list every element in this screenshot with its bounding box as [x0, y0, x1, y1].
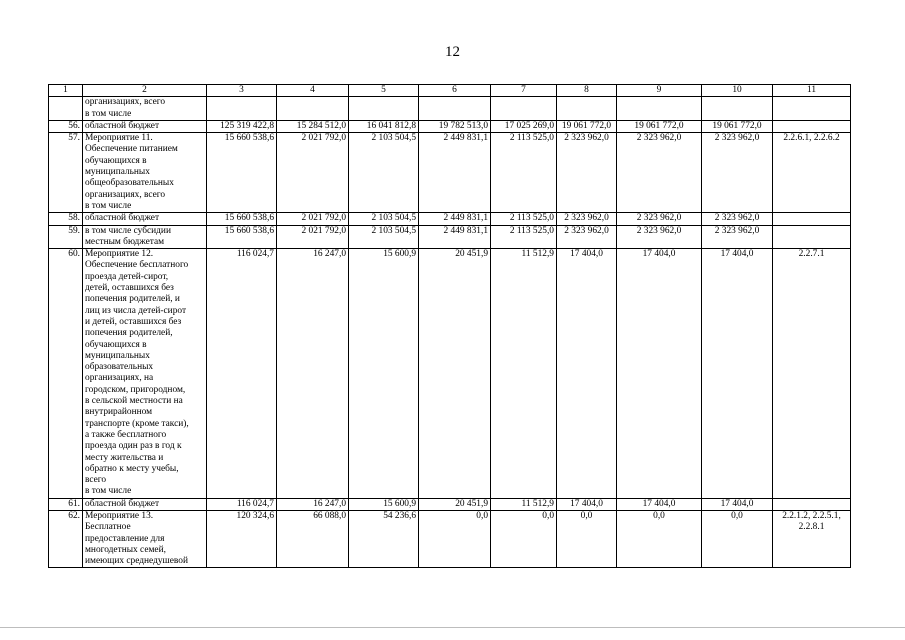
value-cell: 2 323 962,0: [702, 213, 773, 225]
value-cell: 17 404,0: [557, 249, 617, 499]
value-cell: 2 323 962,0: [557, 133, 617, 213]
column-header: 5: [349, 85, 419, 97]
column-header: 10: [702, 85, 773, 97]
value-cell: 16 247,0: [277, 249, 349, 499]
reference-cell: [773, 213, 851, 225]
column-header: 9: [617, 85, 702, 97]
table-row: [49, 213, 851, 225]
value-cell: 17 404,0: [617, 498, 702, 510]
row-label-cell: в том числе субсидии местным бюджетам: [83, 225, 207, 249]
row-label-cell: областной бюджет: [83, 213, 207, 225]
column-header: 7: [491, 85, 557, 97]
table-row: [49, 97, 851, 121]
value-cell: 20 451,9: [419, 249, 491, 499]
value-cell: 0,0: [702, 510, 773, 567]
value-cell: 2 449 831,1: [419, 133, 491, 213]
value-cell: 2 323 962,0: [702, 225, 773, 249]
value-cell: 2 103 504,5: [349, 225, 419, 249]
value-cell: 17 025 269,0: [491, 120, 557, 132]
table-row: [49, 498, 851, 510]
row-label-cell: организациях, всего в том числе: [83, 97, 207, 121]
value-cell: 2 323 962,0: [557, 225, 617, 249]
column-header: 11: [773, 85, 851, 97]
value-cell: 19 782 513,0: [419, 120, 491, 132]
table-row: [49, 225, 851, 249]
column-header: 4: [277, 85, 349, 97]
budget-table: [48, 84, 851, 568]
value-cell: 11 512,9: [491, 249, 557, 499]
value-cell: 0,0: [617, 510, 702, 567]
reference-cell: 2.2.1.2, 2.2.5.1, 2.2.8.1: [773, 510, 851, 567]
value-cell: 16 247,0: [277, 498, 349, 510]
value-cell: [557, 97, 617, 121]
value-cell: 2 021 792,0: [277, 213, 349, 225]
row-number-cell: 58.: [49, 213, 83, 225]
reference-cell: 2.2.7.1: [773, 249, 851, 499]
table-row: [49, 510, 851, 567]
value-cell: 2 103 504,5: [349, 133, 419, 213]
value-cell: 116 024,7: [207, 498, 277, 510]
value-cell: 2 449 831,1: [419, 213, 491, 225]
value-cell: 116 024,7: [207, 249, 277, 499]
table-header-row: [49, 85, 851, 97]
value-cell: 19 061 772,0: [702, 120, 773, 132]
row-number-cell: 56.: [49, 120, 83, 132]
value-cell: [207, 97, 277, 121]
value-cell: 15 600,9: [349, 498, 419, 510]
column-header: 2: [83, 85, 207, 97]
reference-cell: [773, 498, 851, 510]
reference-cell: 2.2.6.1, 2.2.6.2: [773, 133, 851, 213]
column-header: 6: [419, 85, 491, 97]
value-cell: 11 512,9: [491, 498, 557, 510]
value-cell: 2 323 962,0: [557, 213, 617, 225]
value-cell: 15 600,9: [349, 249, 419, 499]
table-row: [49, 249, 851, 499]
value-cell: 2 113 525,0: [491, 225, 557, 249]
value-cell: 2 323 962,0: [617, 225, 702, 249]
value-cell: [491, 97, 557, 121]
value-cell: [617, 97, 702, 121]
column-header: 3: [207, 85, 277, 97]
value-cell: 15 660 538,6: [207, 225, 277, 249]
value-cell: 2 113 525,0: [491, 133, 557, 213]
value-cell: 17 404,0: [617, 249, 702, 499]
row-label-cell: Мероприятие 11. Обеспечение питанием обучающихся в муниципальных общеобразовательных организациях, всего в том числе: [83, 133, 207, 213]
value-cell: 15 660 538,6: [207, 213, 277, 225]
value-cell: 2 323 962,0: [702, 133, 773, 213]
value-cell: 17 404,0: [702, 249, 773, 499]
value-cell: 2 449 831,1: [419, 225, 491, 249]
value-cell: 19 061 772,0: [557, 120, 617, 132]
reference-cell: [773, 120, 851, 132]
page-bottom-rule: [0, 627, 905, 628]
row-label-cell: областной бюджет: [83, 120, 207, 132]
value-cell: 2 323 962,0: [617, 213, 702, 225]
row-label-cell: Мероприятие 12. Обеспечение бесплатного проезда детей-сирот, детей, оставшихся без попечения родителей, и лиц из числа детей-сирот и детей, оставшихся без попечения родителей, обучающихся в муниципальных образовательных организациях, на городском, пригородном, в сельской местности на внутрирайонном транспорте (кроме такси), а также бесплатного проезда один раз в год к месту жительства и обратно к месту учебы, всего в том числе: [83, 249, 207, 499]
reference-cell: [773, 97, 851, 121]
row-number-cell: 61.: [49, 498, 83, 510]
row-number-cell: 57.: [49, 133, 83, 213]
value-cell: 0,0: [491, 510, 557, 567]
value-cell: [419, 97, 491, 121]
value-cell: 2 021 792,0: [277, 225, 349, 249]
value-cell: 16 041 812,8: [349, 120, 419, 132]
value-cell: 15 284 512,0: [277, 120, 349, 132]
value-cell: 2 113 525,0: [491, 213, 557, 225]
row-number-cell: 59.: [49, 225, 83, 249]
value-cell: 0,0: [557, 510, 617, 567]
reference-cell: [773, 225, 851, 249]
value-cell: 2 323 962,0: [617, 133, 702, 213]
value-cell: 15 660 538,6: [207, 133, 277, 213]
value-cell: 2 021 792,0: [277, 133, 349, 213]
value-cell: [702, 97, 773, 121]
row-number-cell: [49, 97, 83, 121]
column-header: 8: [557, 85, 617, 97]
table-row: [49, 133, 851, 213]
value-cell: 17 404,0: [702, 498, 773, 510]
value-cell: [277, 97, 349, 121]
value-cell: [349, 97, 419, 121]
table-row: [49, 120, 851, 132]
row-label-cell: Мероприятие 13. Бесплатное предоставление для многодетных семей, имеющих среднедушевой: [83, 510, 207, 567]
value-cell: 0,0: [419, 510, 491, 567]
value-cell: 54 236,6: [349, 510, 419, 567]
row-number-cell: 62.: [49, 510, 83, 567]
value-cell: 19 061 772,0: [617, 120, 702, 132]
row-label-cell: областной бюджет: [83, 498, 207, 510]
value-cell: 66 088,0: [277, 510, 349, 567]
value-cell: 120 324,6: [207, 510, 277, 567]
page-number: 12: [445, 44, 460, 60]
value-cell: 125 319 422,8: [207, 120, 277, 132]
value-cell: 17 404,0: [557, 498, 617, 510]
value-cell: 2 103 504,5: [349, 213, 419, 225]
row-number-cell: 60.: [49, 249, 83, 499]
value-cell: 20 451,9: [419, 498, 491, 510]
column-header: 1: [49, 85, 83, 97]
